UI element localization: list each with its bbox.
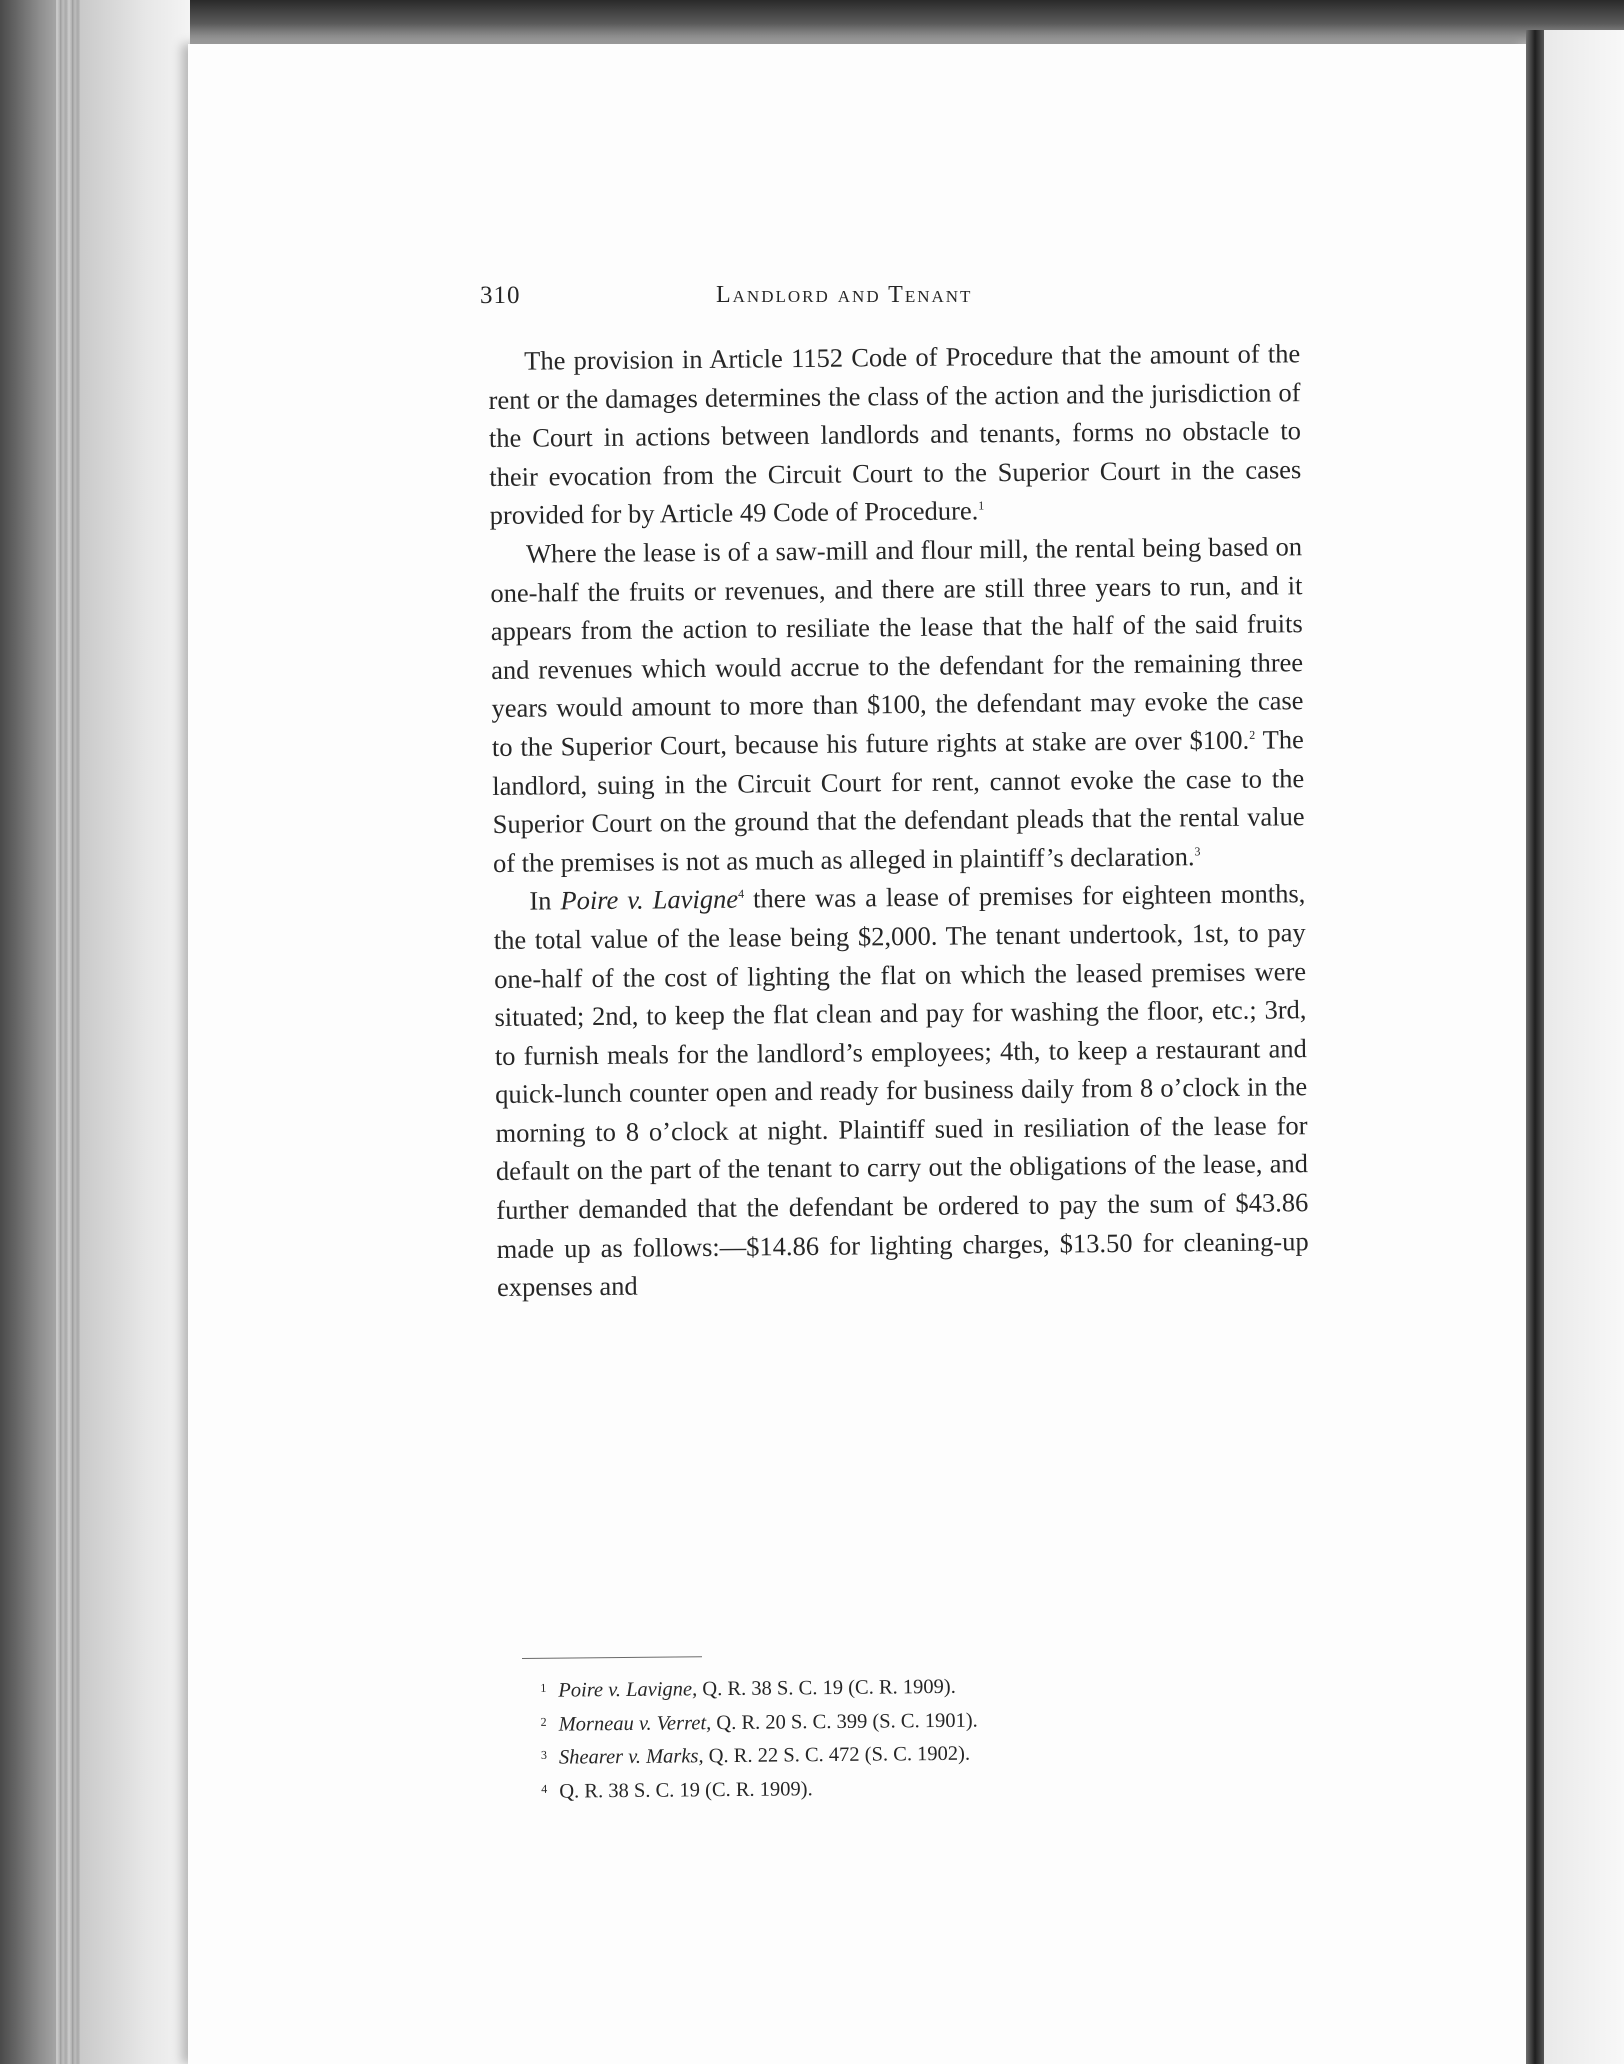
footnote-ref: 1 xyxy=(978,498,985,513)
footnotes xyxy=(522,1651,1243,1807)
running-header xyxy=(480,282,1060,322)
footnote-mark: 4 xyxy=(541,1781,548,1796)
footnote-case: Poire v. Lavigne, xyxy=(558,1678,698,1702)
paragraph-article-1152 xyxy=(488,334,1302,535)
footnote-citation: Q. R. 38 S. C. 19 (C. R. 1909). xyxy=(697,1675,956,1701)
paragraph-text: there was a lease of premises for eighteen months, the total value of the lease being $2,000. The tenant undertook, 1st, to pay one-half of the cost of lighting the flat on which the leased premises were situated; 2nd, to keep the flat clean and pay for washing the floor, etc.; 3rd, to furnish meals for the landlord’s employees; 4th, to keep a restaurant and quick-lunch counter open and ready for business daily from 8 o’clock in the morning to 8 o’clock at night. Plaintiff sued in resiliation of the lease for default on the part of the tenant to carry out the obligations of the lease, and further demanded that the defendant be ordered to pay the sum of $43.86 made up as follows:—$14.86 for lighting charges, $13.50 for cleaning-up expenses and xyxy=(493,878,1309,1303)
footnote-mark: 2 xyxy=(540,1714,547,1729)
paragraph-lead: In xyxy=(529,885,561,916)
paragraph-saw-mill xyxy=(490,527,1305,882)
footnote-ref: 3 xyxy=(1194,844,1201,859)
footnote-mark: 1 xyxy=(540,1680,547,1695)
footnote-ref: 4 xyxy=(737,887,745,902)
paragraph-text: The landlord, suing in the Circuit Court for rent, cannot evoke the case to the Superior Court on the ground that the defendant pleads that the rental value of the premises is not as much as alleged in plaintiff’s declaration. xyxy=(492,724,1305,878)
footnote-4 xyxy=(541,1767,1243,1807)
body-text xyxy=(488,334,1309,1307)
page-number: 310 xyxy=(480,282,521,309)
running-title: Landlord and Tenant xyxy=(716,282,973,308)
footnote-citation: Q. R. 20 S. C. 399 (S. C. 1901). xyxy=(711,1709,978,1734)
case-name: Poire v. Lavigne xyxy=(560,883,739,916)
book-cover-edge xyxy=(0,0,56,2064)
paragraph-text: The provision in Article 1152 Code of Procedure that the amount of the rent or the damages determines the class of the action and the jurisdiction of the Court in actions between landlords and tenants, forms no obstacle to their evocation from the Circuit Court to the Superior Court in the cases provided for by Article 49 Code of Procedure. xyxy=(488,338,1302,531)
paragraph-poire-v-lavigne xyxy=(493,874,1309,1306)
footnote-case: Morneau v. Verret, xyxy=(558,1711,712,1736)
book-gutter xyxy=(1526,30,1544,2064)
facing-page-strip xyxy=(1544,30,1624,2064)
footnote-ref: 2 xyxy=(1249,727,1256,742)
paragraph-text: Where the lease is of a saw-mill and flour mill, the rental being based on one-half the fruits or revenues, and there are still three years to run, and it appears from the action to resiliate the lease that the half of the said fruits and revenues which would accrue to the defendant for the remaining three years would amount to more than $100, the defendant may evoke the case to the Superior Court, because his future rights at stake are over $100. xyxy=(490,531,1304,762)
footnote-citation: Q. R. 38 S. C. 19 (C. R. 1909). xyxy=(559,1777,813,1803)
footnote-citation: Q. R. 22 S. C. 472 (S. C. 1902). xyxy=(703,1742,971,1768)
book-page-edges-highlight xyxy=(80,0,190,2064)
footnote-mark: 3 xyxy=(540,1747,547,1762)
footnote-case: Shearer v. Marks, xyxy=(558,1745,704,1769)
